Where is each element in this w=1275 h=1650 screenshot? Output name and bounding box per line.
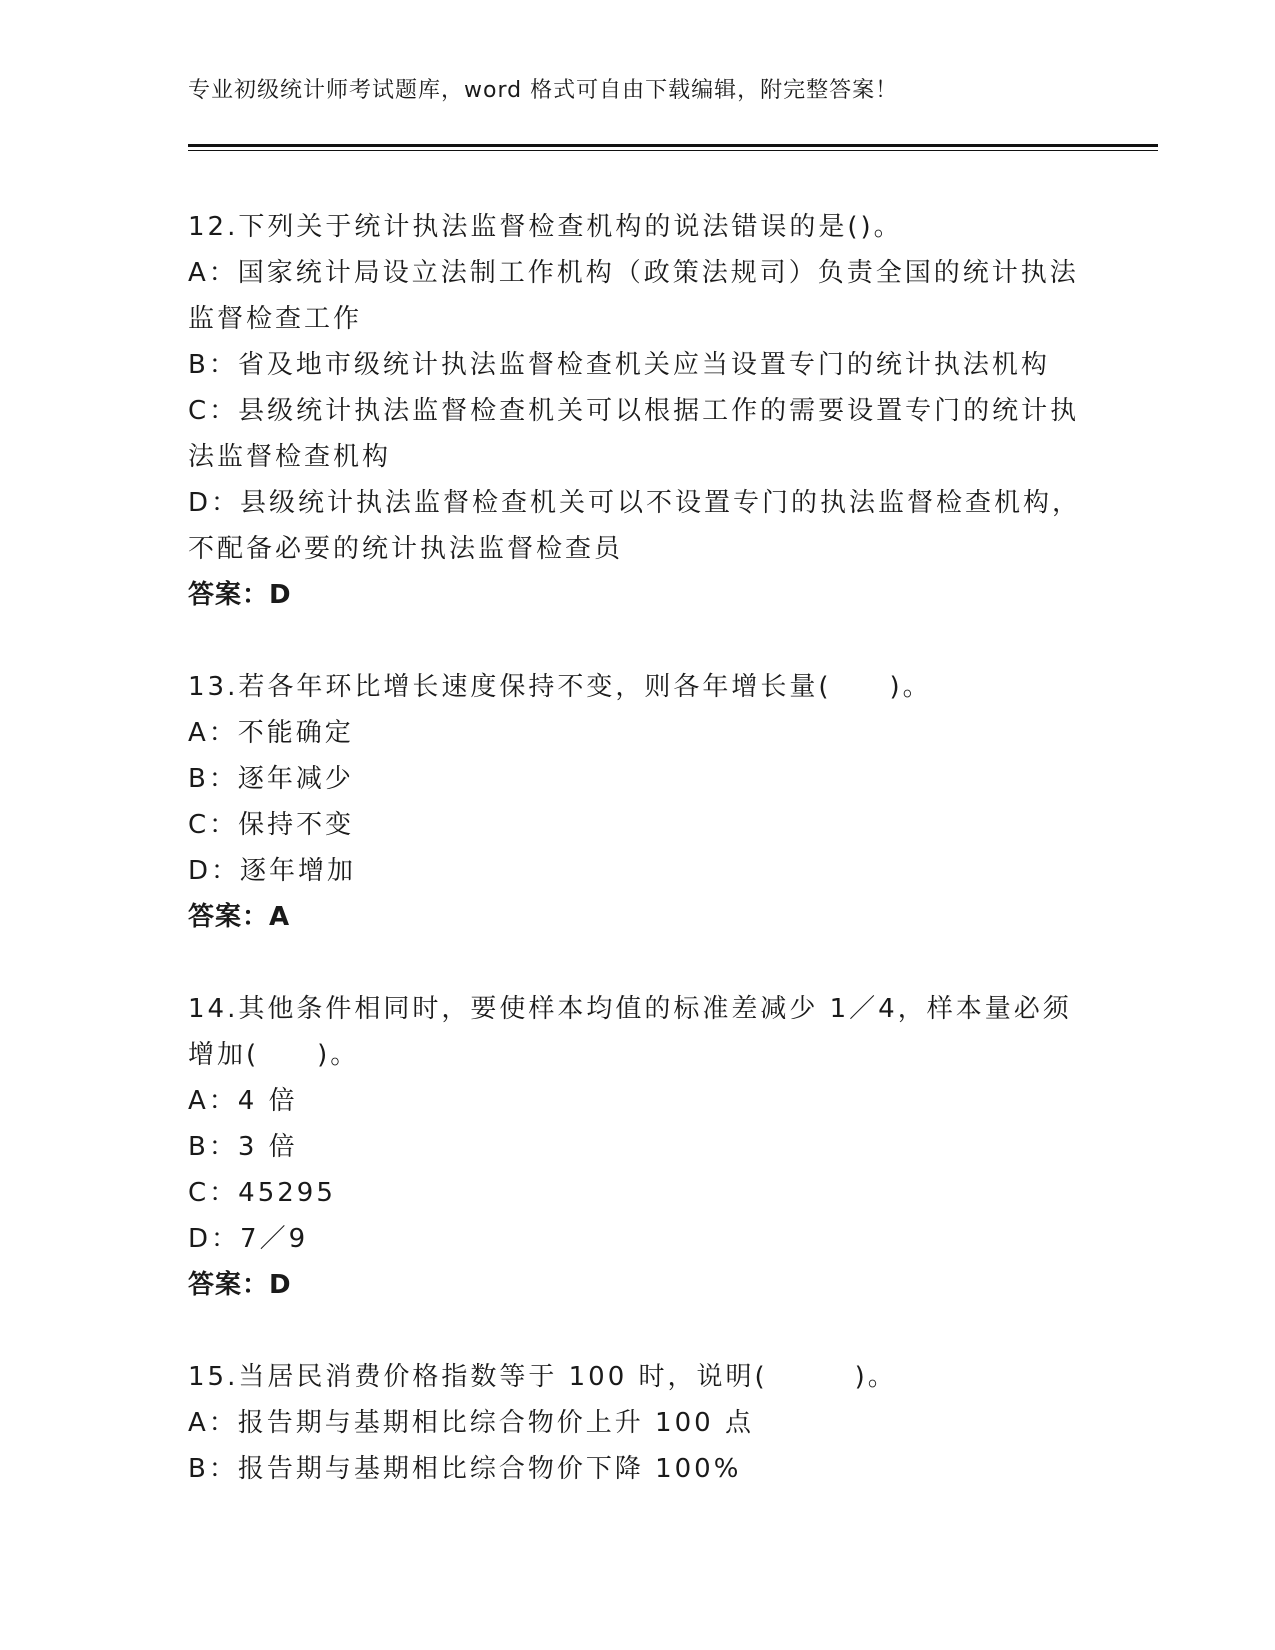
- header-divider-thin: [188, 150, 1158, 151]
- header-divider-thick: [188, 144, 1158, 147]
- option-a: A：国家统计局设立法制工作机构（政策法规司）负责全国的统计执法监督检查工作: [188, 258, 1079, 334]
- question-13: [188, 664, 1088, 940]
- option-d: D：逐年增加: [188, 856, 357, 886]
- answer-line: [188, 572, 1088, 618]
- option-b: B：省及地市级统计执法监督检查机关应当设置专门的统计执法机构: [188, 350, 1050, 380]
- answer-value: D: [269, 1270, 292, 1300]
- option-a: A：4 倍: [188, 1086, 298, 1116]
- question-list: [188, 204, 1088, 1538]
- answer-label: 答案：: [188, 580, 270, 610]
- option-b: B：3 倍: [188, 1132, 298, 1162]
- option-d: D：县级统计执法监督检查机关可以不设置专门的执法监督检查机构，不配备必要的统计执法监督检查员: [188, 488, 1082, 564]
- question-stem: 12.下列关于统计执法监督检查机构的说法错误的是()。: [188, 212, 903, 242]
- option-a: A：报告期与基期相比综合物价上升 100 点: [188, 1408, 754, 1438]
- question-12: [188, 204, 1088, 618]
- answer-value: A: [269, 902, 291, 932]
- answer-label: 答案：: [188, 1270, 270, 1300]
- option-a: A：不能确定: [188, 718, 354, 748]
- answer-line: [188, 1262, 1088, 1308]
- question-14: [188, 986, 1088, 1308]
- option-b: B：报告期与基期相比综合物价下降 100%: [188, 1454, 742, 1484]
- question-stem: 13.若各年环比增长速度保持不变，则各年增长量( )。: [188, 672, 932, 702]
- question-stem: 15.当居民消费价格指数等于 100 时，说明( )。: [188, 1362, 897, 1392]
- option-d: D：7／9: [188, 1224, 309, 1254]
- question-stem: 14.其他条件相同时，要使样本均值的标准差减少 1／4，样本量必须增加( )。: [188, 994, 1072, 1070]
- answer-line: [188, 894, 1088, 940]
- option-b: B：逐年减少: [188, 764, 354, 794]
- answer-value: D: [269, 580, 292, 610]
- answer-label: 答案：: [188, 902, 270, 932]
- option-c: C：45295: [188, 1178, 336, 1208]
- page-header-title: 专业初级统计师考试题库，word 格式可自由下载编辑，附完整答案！: [188, 78, 899, 103]
- question-15: [188, 1354, 1088, 1492]
- option-c: C：县级统计执法监督检查机关可以根据工作的需要设置专门的统计执法监督检查机构: [188, 396, 1080, 472]
- option-c: C：保持不变: [188, 810, 355, 840]
